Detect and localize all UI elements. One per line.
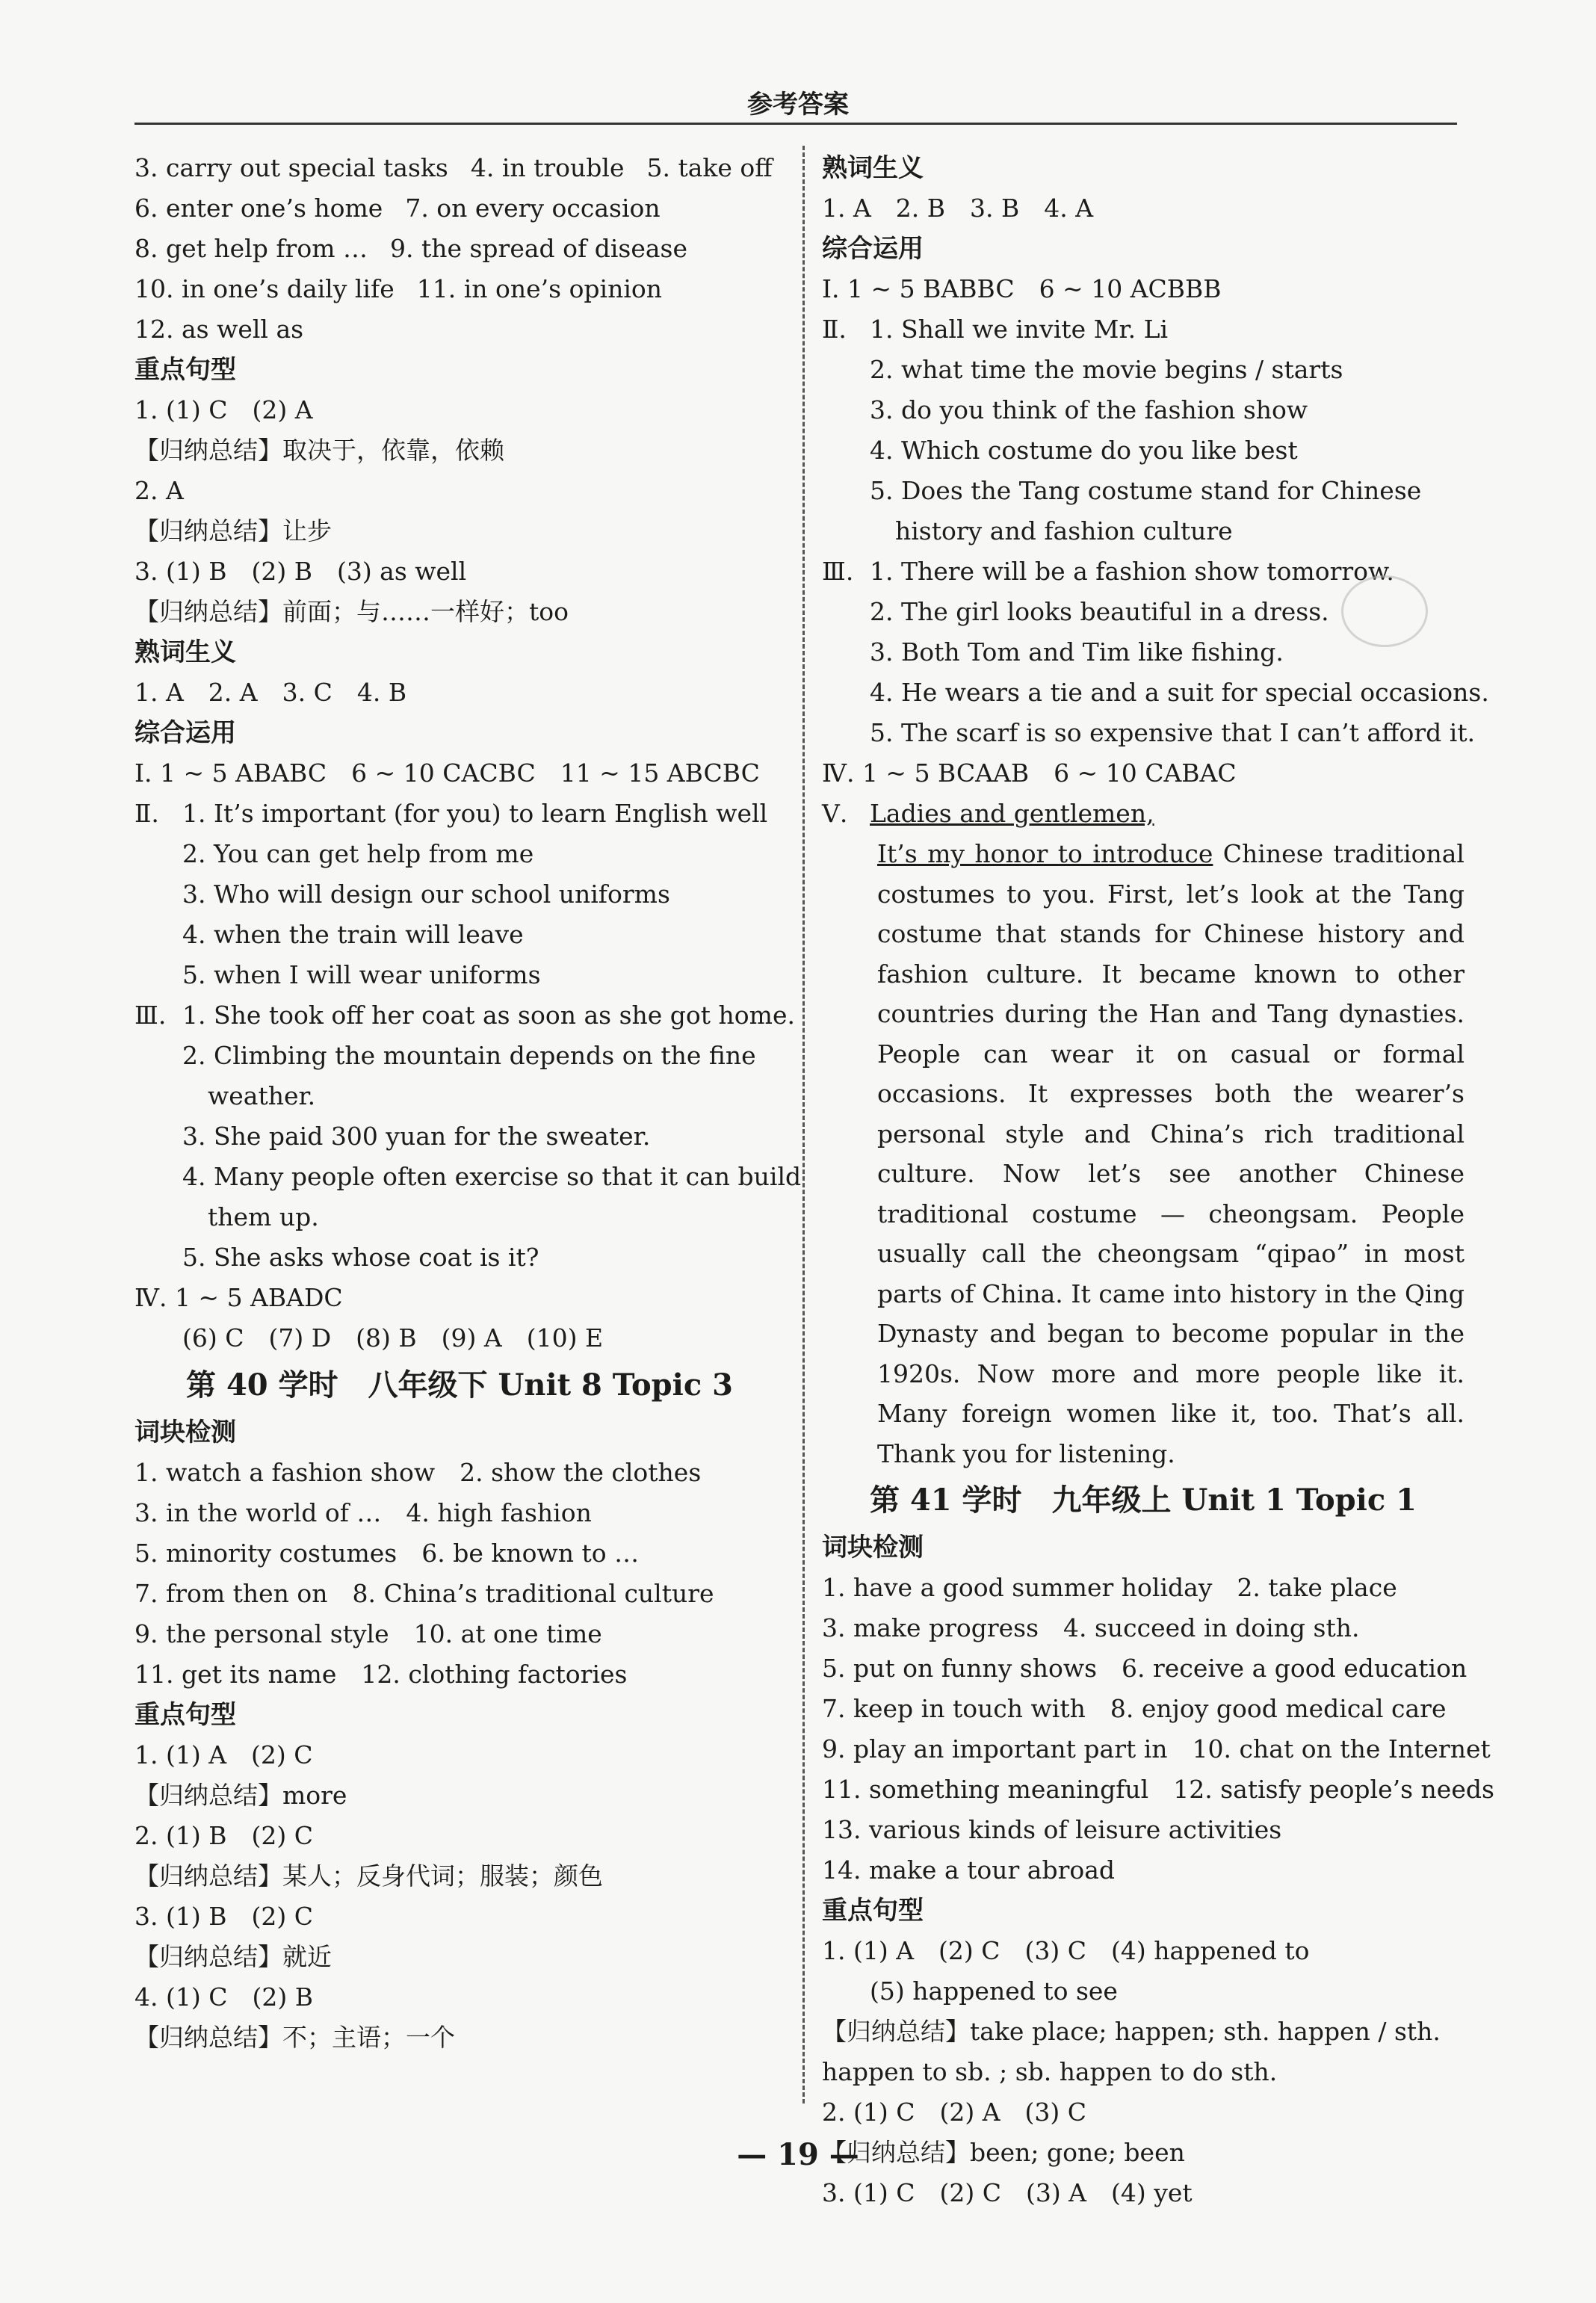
left-column <box>134 148 802 2058</box>
answer-line: 5. The scarf is so expensive that I can’t afford it. <box>870 718 1476 747</box>
answer-line: Ⅱ. 1. It’s important (for you) to learn English well <box>134 799 768 828</box>
answer-line: 1. A 2. B 3. B 4. A <box>822 194 1094 223</box>
answer-line: Ⅱ. 1. Shall we invite Mr. Li <box>822 315 1169 344</box>
summary-line: 【归纳总结】某人；反身代词；服装；颜色 <box>134 1861 603 1891</box>
answer-line: 4. Which costume do you like best <box>870 436 1298 465</box>
phrase-line: 12. as well as <box>134 315 304 344</box>
answer-line: 3. Who will design our school uniforms <box>182 880 670 909</box>
answer-line: 2. A <box>134 476 184 505</box>
answer-line: Ⅲ. 1. There will be a fashion show tomorrow. <box>822 557 1394 586</box>
section-heading: 词块检测 <box>134 1418 236 1447</box>
summary-line: 【归纳总结】不；主语；一个 <box>134 2023 455 2052</box>
summary-line: 【归纳总结】take place; happen; sth. happen / sth. <box>822 2017 1441 2046</box>
phrase-line: 7. from then on 8. China’s traditional culture <box>134 1579 714 1608</box>
answer-line: Ⅳ. 1 ~ 5 ABADC <box>134 1283 343 1312</box>
summary-line: 【归纳总结】more <box>134 1781 347 1810</box>
answer-line: 5. She asks whose coat is it? <box>182 1243 539 1272</box>
phrase-line: 11. something meaningful 12. satisfy people’s needs <box>822 1775 1494 1804</box>
answer-line: 2. The girl looks beautiful in a dress. <box>870 597 1329 626</box>
section-heading: 词块检测 <box>822 1533 924 1562</box>
answer-line: 3. (1) B (2) C <box>134 1902 313 1931</box>
answer-line: 4. Many people often exercise so that it can build <box>182 1162 802 1191</box>
phrase-line: 6. enter one’s home 7. on every occasion <box>134 194 661 223</box>
section-heading: 综合运用 <box>134 718 236 748</box>
phrase-line: 5. put on funny shows 6. receive a good education <box>822 1654 1467 1683</box>
answer-line: 4. He wears a tie and a suit for special occasions. <box>870 678 1489 707</box>
phrase-line: 13. various kinds of leisure activities <box>822 1815 1282 1844</box>
phrase-line: 3. carry out special tasks 4. in trouble 5. take off <box>134 153 773 182</box>
summary-line: 【归纳总结】been; gone; been <box>822 2138 1185 2167</box>
phrase-line: 14. make a tour abroad <box>822 1855 1116 1885</box>
answer-line: 2. Climbing the mountain depends on the fine <box>182 1041 756 1070</box>
section-heading: 重点句型 <box>134 1700 236 1730</box>
answer-line: 2. what time the movie begins / starts <box>870 355 1343 384</box>
answer-line: Ⅰ. 1 ~ 5 ABABC 6 ~ 10 CACBC 11 ~ 15 ABCBC <box>134 758 760 788</box>
phrase-line: 1. watch a fashion show 2. show the clothes <box>134 1458 702 1487</box>
header-rule <box>134 123 1457 125</box>
summary-line: 【归纳总结】前面；与……一样好；too <box>134 597 569 626</box>
answer-line: 5. when I will wear uniforms <box>182 960 541 989</box>
answer-line: weather. <box>208 1081 316 1110</box>
answer-line: 4. when the train will leave <box>182 920 524 949</box>
right-column <box>822 148 1494 2213</box>
answer-line: 3. She paid 300 yuan for the sweater. <box>182 1122 651 1151</box>
section-heading: 重点句型 <box>134 355 236 385</box>
phrase-line: 10. in one’s daily life 11. in one’s opinion <box>134 274 663 303</box>
phrase-line: 9. play an important part in 10. chat on the Internet <box>822 1734 1491 1763</box>
answer-line: 4. (1) C (2) B <box>134 1982 313 2012</box>
section-heading: 重点句型 <box>822 1896 924 1926</box>
answer-line: 3. (1) B (2) B (3) as well <box>134 557 467 586</box>
answer-line: Ⅰ. 1 ~ 5 BABBC 6 ~ 10 ACBBB <box>822 274 1222 303</box>
phrase-line: 3. in the world of … 4. high fashion <box>134 1498 592 1527</box>
phrase-line: 11. get its name 12. clothing factories <box>134 1660 628 1689</box>
unit-title: 第 40 学时 八年级下 Unit 8 Topic 3 <box>186 1367 733 1403</box>
page-number: — 19 — <box>737 2137 859 2172</box>
stamp-mark <box>1341 575 1428 647</box>
answer-line: 1. (1) C (2) A <box>134 395 313 424</box>
answer-line: 2. You can get help from me <box>182 839 534 868</box>
phrase-line: 3. make progress 4. succeed in doing sth. <box>822 1613 1360 1642</box>
summary-line: 【归纳总结】就近 <box>134 1942 332 1971</box>
answer-line: (6) C (7) D (8) B (9) A (10) E <box>182 1323 604 1353</box>
summary-line: happen to sb. ; sb. happen to do sth. <box>822 2057 1278 2086</box>
answer-line: 2. (1) B (2) C <box>134 1821 313 1850</box>
phrase-line: 7. keep in touch with 8. enjoy good medical care <box>822 1694 1447 1723</box>
answer-line: 1. (1) A (2) C <box>134 1740 313 1769</box>
summary-line: 【归纳总结】取决于，依靠，依赖 <box>134 436 504 465</box>
answer-line: Ⅴ. Ladies and gentlemen, <box>822 799 1154 828</box>
answer-line: 5. Does the Tang costume stand for Chinese <box>870 476 1422 505</box>
column-divider <box>802 146 805 2103</box>
phrase-line: 1. have a good summer holiday 2. take place <box>822 1573 1397 1602</box>
section-heading: 综合运用 <box>822 234 924 264</box>
answer-line: 3. Both Tom and Tim like fishing. <box>870 637 1284 667</box>
phrase-line: 5. minority costumes 6. be known to … <box>134 1539 640 1568</box>
phrase-line: 8. get help from … 9. the spread of disease <box>134 234 687 263</box>
answer-line: 3. (1) C (2) C (3) A (4) yet <box>822 2178 1193 2207</box>
answer-line: Ⅳ. 1 ~ 5 BCAAB 6 ~ 10 CABAC <box>822 758 1237 788</box>
section-heading: 熟词生义 <box>822 153 924 183</box>
page-header-title: 参考答案 <box>747 90 849 120</box>
answer-line: history and fashion culture <box>895 516 1233 545</box>
section-heading: 熟词生义 <box>134 637 236 667</box>
answer-line: 1. (1) A (2) C (3) C (4) happened to <box>822 1936 1310 1965</box>
answer-line: 2. (1) C (2) A (3) C <box>822 2098 1087 2127</box>
summary-line: 【归纳总结】让步 <box>134 516 332 545</box>
answer-line: 1. A 2. A 3. C 4. B <box>134 678 407 707</box>
unit-title: 第 41 学时 九年级上 Unit 1 Topic 1 <box>870 1483 1417 1518</box>
answer-line: (5) happened to see <box>870 1976 1118 2006</box>
phrase-line: 9. the personal style 10. at one time <box>134 1619 602 1648</box>
answer-line: them up. <box>208 1202 319 1231</box>
answer-line: 3. do you think of the fashion show <box>870 395 1308 424</box>
answer-line: Ⅲ. 1. She took off her coat as soon as she got home. <box>134 1001 795 1030</box>
speech-paragraph: It’s my honor to introduce Chinese traditional costumes to you. First, let’s look at the Tang costume that stands for Chinese history and fashion culture. It became known to other countries during the Han and Tang dynasties. People can wear it on casual or formal occasions. It expresses both the wearer’s personal style and China’s rich traditional culture. Now let’s see another Chinese traditional costume — cheongsam. People usually call the cheongsam “qipao” in most parts of China. It came into history in the Qing Dynasty and began to become popular in the 1920s. Now more and more people like it. Many foreign women like it, too. That’s all. Thank you for listening. <box>877 839 1464 1468</box>
